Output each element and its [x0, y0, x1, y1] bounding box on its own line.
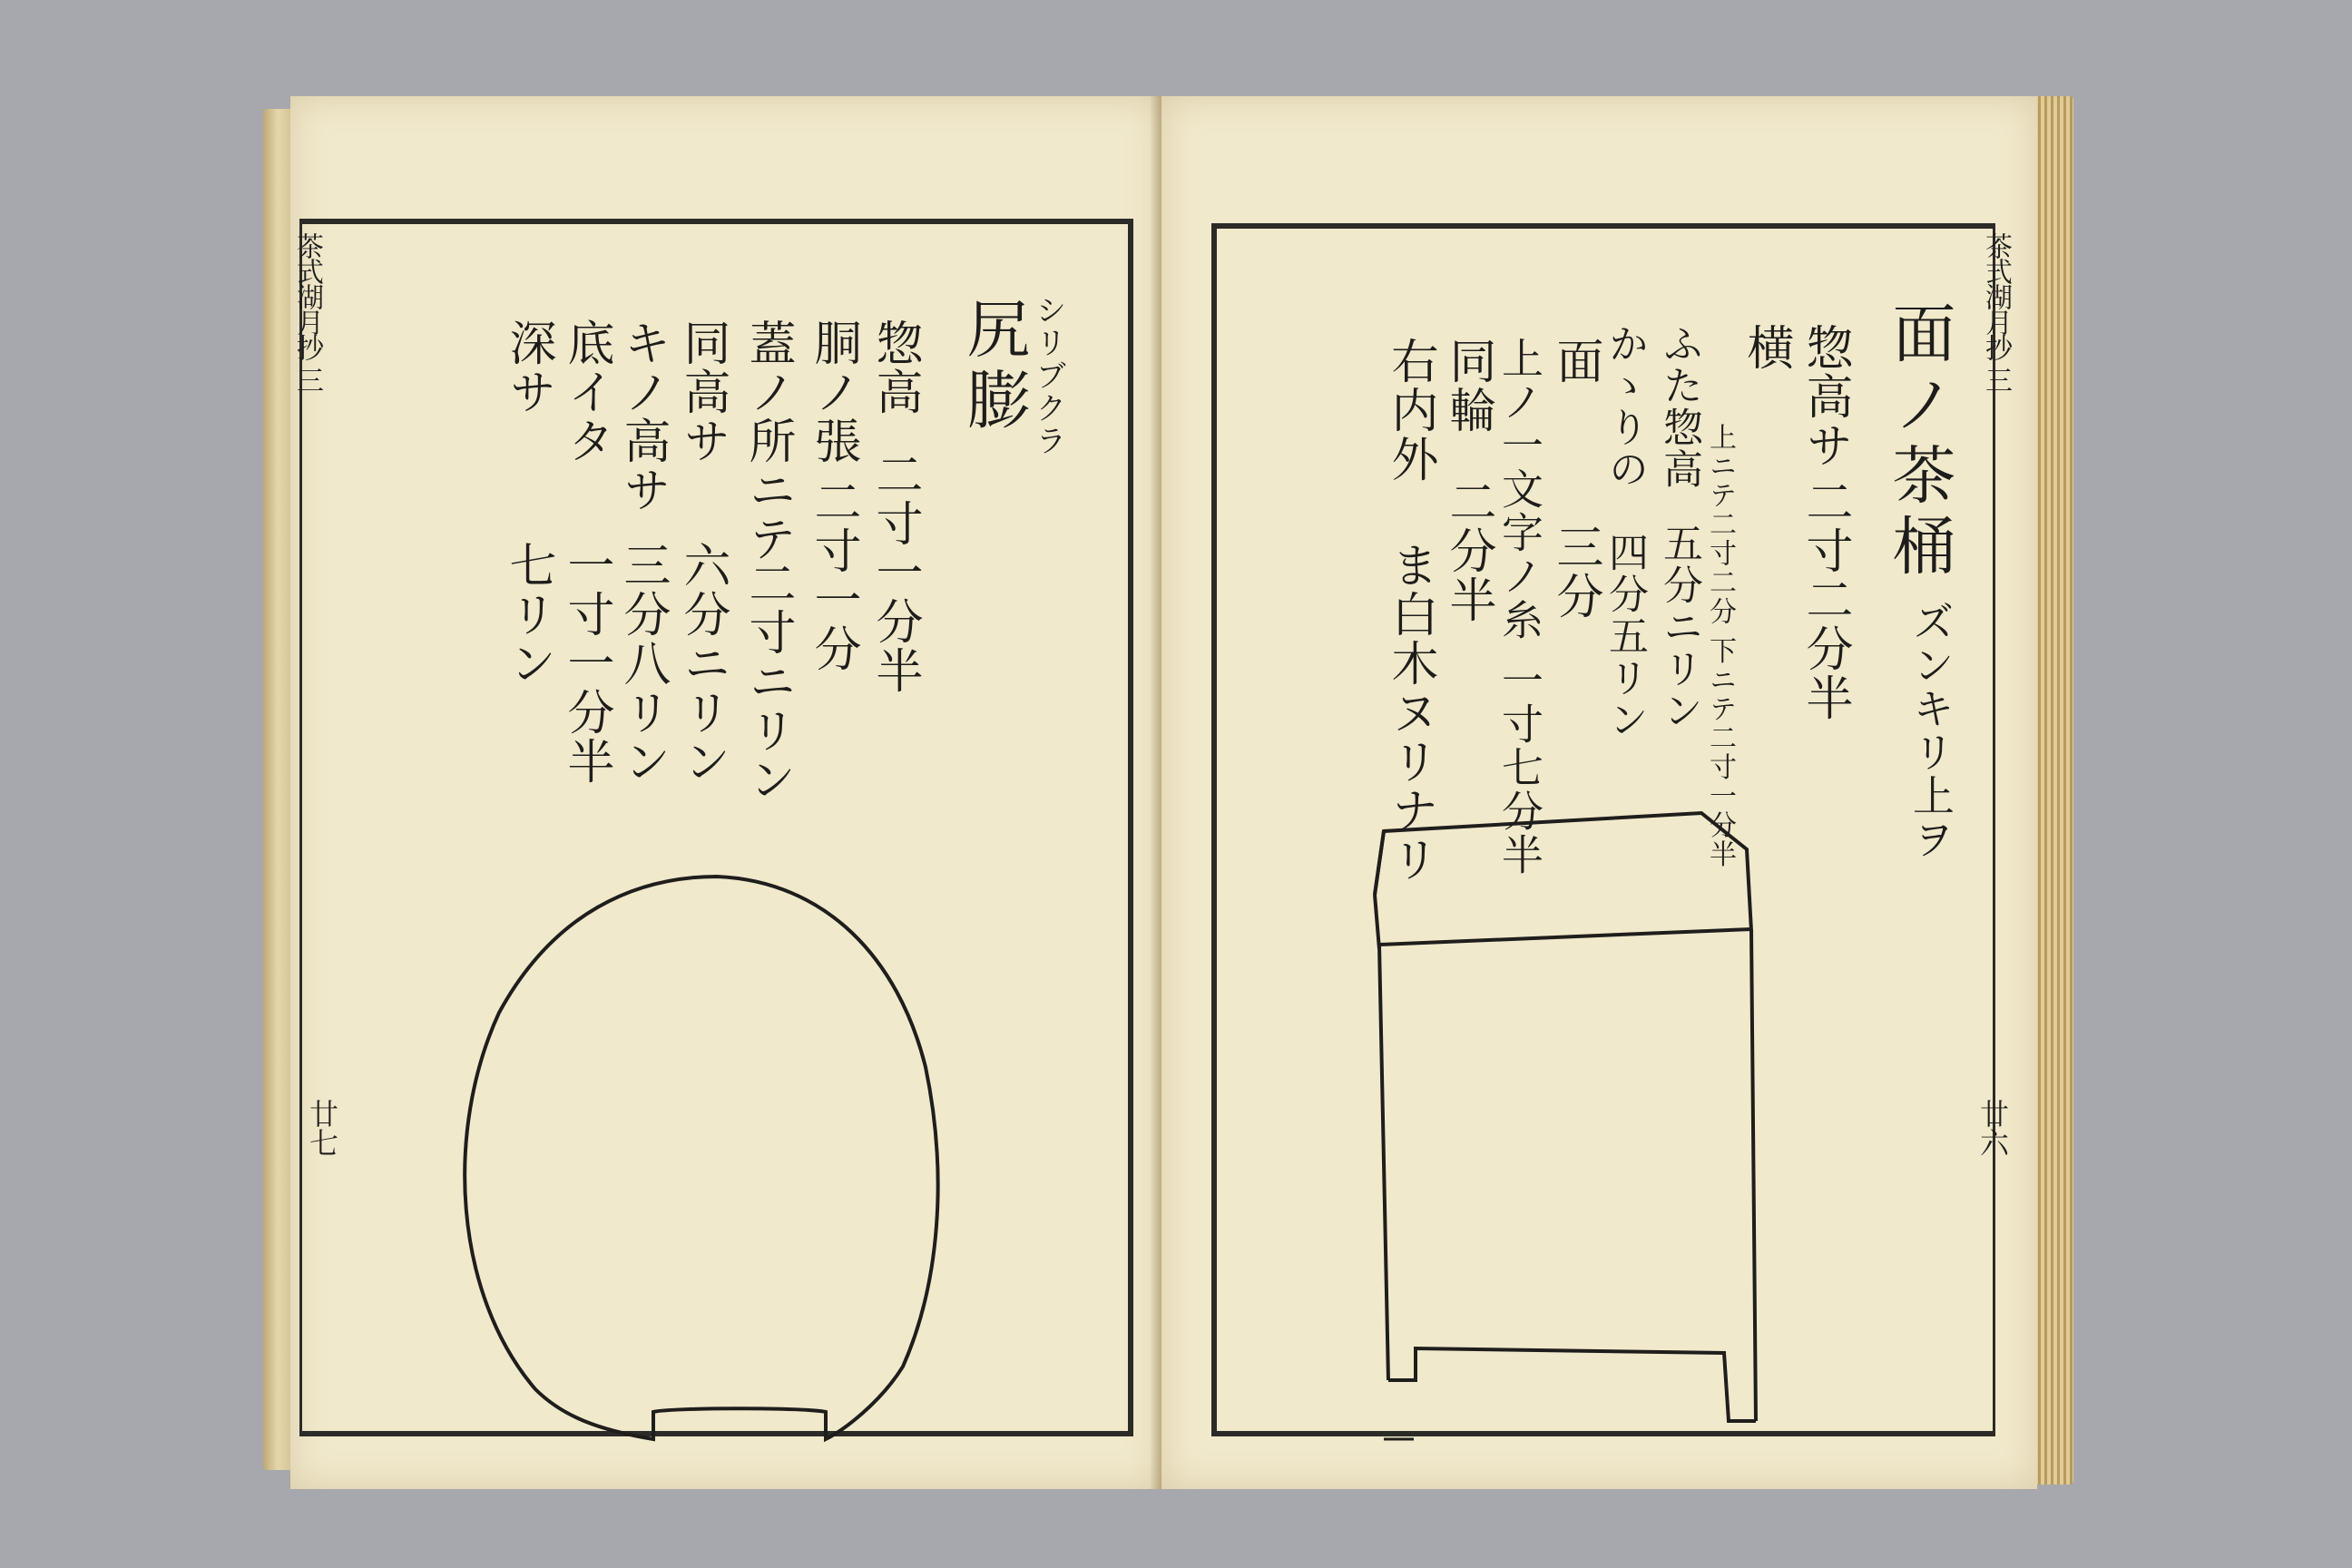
- right-col-5-label: 面: [1548, 337, 1602, 386]
- right-page-hashira: 茶式湖月抄 三: [1980, 232, 2012, 392]
- right-col-2-value: 上ニテ二寸二分 下ニテ二寸一分半: [1704, 423, 1736, 869]
- left-col-4-label: 同高サ: [675, 318, 730, 466]
- left-col-5-label: キノ高サ: [615, 318, 670, 514]
- right-col-4-value: 四分五リン: [1602, 532, 1648, 740]
- left-col-2-label: 胴ノ張: [806, 318, 860, 466]
- right-col-7-value: 二分半: [1441, 477, 1495, 624]
- right-col-7-label: 同輪: [1441, 337, 1495, 435]
- left-col-7-value: 七リン: [501, 541, 555, 688]
- right-col-8-value: ま白木ヌリナリ: [1383, 541, 1437, 884]
- right-col-1-value: 二寸二分半: [1798, 477, 1852, 722]
- book-spread: [263, 91, 2073, 1506]
- left-page-title-ruby: シリブクラ: [1030, 294, 1066, 457]
- men-chaoke-tea-container-outline: [1298, 795, 1806, 1448]
- right-col-6-value: 一寸七分半: [1495, 659, 1544, 877]
- right-page-folio: 廿六: [1975, 1099, 2010, 1157]
- left-col-1-label: 惣高: [867, 318, 922, 416]
- right-col-5-value: 三分: [1548, 523, 1602, 621]
- left-col-6-value: 一寸一分半: [559, 541, 613, 786]
- right-col-1-label: 惣高サ: [1798, 323, 1852, 470]
- right-col-4-label: かゝりの: [1602, 323, 1648, 490]
- right-page: [1161, 96, 2037, 1489]
- right-col-3-value: 五分ニリン: [1656, 523, 1702, 731]
- right-col-6-label: 上ノ一文字ノ糸: [1495, 337, 1544, 642]
- left-col-2-value: 二寸一分: [806, 477, 860, 673]
- left-col-3-value: 二寸ニリン: [740, 559, 795, 804]
- left-page: [290, 96, 1161, 1489]
- left-page-title: 尻膨: [956, 296, 1031, 437]
- right-col-2-label: 横: [1739, 323, 1793, 372]
- left-col-3-label: 蓋ノ所ニテ: [740, 318, 795, 564]
- left-page-hashira: 茶式湖月抄 三: [291, 232, 323, 392]
- left-col-5-value: 三分八リン: [615, 541, 670, 786]
- left-col-4-value: 六分ニリン: [675, 541, 730, 786]
- right-page-subtitle: ズンキリ上ヲ: [1906, 600, 1955, 861]
- right-col-3-label: ふた惣高: [1656, 323, 1702, 490]
- shiribukura-caddy-outline: [445, 858, 953, 1485]
- right-page-title: 面ノ茶桶: [1882, 300, 1956, 583]
- left-col-7-label: 深サ: [501, 318, 555, 416]
- left-page-folio: 廿七: [305, 1099, 339, 1157]
- left-col-6-label: 底イタ: [559, 318, 613, 466]
- left-col-1-value: 二寸一分半: [867, 450, 922, 695]
- right-col-8-label: 右内外: [1383, 337, 1437, 484]
